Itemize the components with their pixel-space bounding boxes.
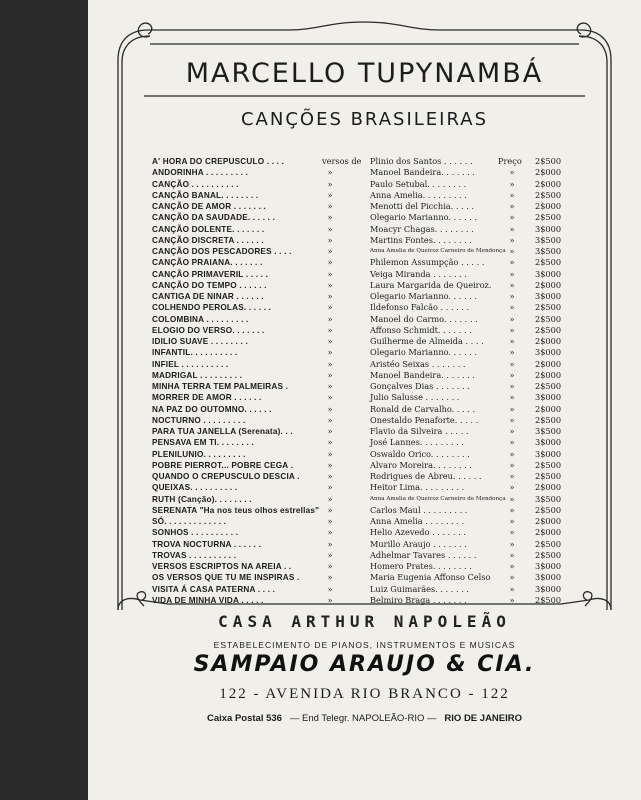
ditto-mark: »	[327, 336, 333, 346]
song-price: 2$500	[535, 302, 562, 313]
ditto-mark: »	[327, 448, 333, 459]
ditto-mark: »	[509, 459, 515, 470]
song-author: Oswaldo Orico. . . . . . . .	[370, 448, 470, 459]
song-price: 2$000	[535, 358, 562, 369]
ditto-mark: »	[327, 223, 333, 234]
ditto-mark: »	[509, 223, 515, 234]
song-price: 3$000	[535, 583, 562, 594]
ditto-mark: »	[509, 392, 515, 403]
song-row	[152, 527, 572, 538]
song-title: CANÇÃO DISCRETA . . . . . .	[152, 235, 264, 245]
ditto-mark: »	[327, 291, 333, 301]
song-author: Adhelmar Tavares . . . . . .	[370, 549, 477, 560]
ditto-mark: »	[327, 313, 333, 324]
ditto-mark: »	[509, 212, 515, 223]
ditto-mark: »	[327, 471, 333, 481]
ditto-mark: »	[327, 583, 333, 594]
ditto-mark: »	[509, 189, 515, 200]
telegraph-address: — End Telegr. NAPOLEÃO-RIO —	[289, 713, 437, 724]
song-price: 3$500	[535, 426, 562, 436]
song-price: 2$500	[535, 594, 562, 605]
song-author: Plinio dos Santos . . . . . .	[370, 156, 473, 166]
versos-label: versos de	[322, 156, 362, 166]
ditto-mark: »	[327, 358, 333, 369]
song-list	[152, 156, 572, 606]
publisher-name: CASA ARTHUR NAPOLEÃO	[218, 612, 511, 631]
ditto-mark: »	[327, 189, 333, 200]
ditto-mark: »	[509, 482, 515, 493]
ditto-mark: »	[327, 504, 333, 515]
ditto-mark: »	[327, 538, 333, 549]
song-row	[152, 437, 572, 448]
song-title: MINHA TERRA TEM PALMEIRAS .	[152, 382, 289, 391]
song-title: ELOGIO DO VERSO. . . . . . .	[152, 325, 265, 335]
song-author: Olegario Marianno. . . . . .	[370, 291, 478, 301]
song-price: 3$500	[535, 493, 562, 504]
song-author: Flavio da Silveira . . . . .	[370, 426, 469, 436]
ditto-mark: »	[509, 201, 515, 211]
song-row	[152, 415, 572, 426]
song-row	[152, 482, 572, 493]
ditto-mark: »	[509, 257, 515, 268]
song-title: SÓ. . . . . . . . . . . . .	[152, 517, 227, 526]
ditto-mark: »	[509, 538, 515, 549]
song-row	[152, 246, 572, 257]
ditto-mark: »	[509, 279, 515, 290]
ditto-mark: »	[509, 493, 515, 504]
song-price: 2$000	[535, 369, 562, 380]
song-row	[152, 426, 572, 437]
song-price: 3$000	[535, 448, 562, 459]
song-row	[152, 179, 572, 190]
song-row	[152, 539, 572, 550]
song-row	[152, 291, 572, 302]
ditto-mark: »	[327, 549, 333, 560]
song-row	[152, 336, 572, 347]
ditto-mark: »	[509, 246, 515, 256]
publisher-description: ESTABELECIMENTO DE PIANOS, INSTRUMENTOS E MUSICAS	[213, 640, 516, 650]
song-price: 3$500	[535, 234, 562, 245]
ditto-mark: »	[327, 561, 333, 571]
song-row	[152, 392, 572, 403]
song-title: NOCTURNO . . . . . . . . .	[152, 415, 246, 425]
song-price: 2$500	[535, 504, 562, 515]
song-author: Olegario Marianno. . . . . .	[370, 347, 478, 358]
ditto-mark: »	[327, 437, 333, 448]
ditto-mark: »	[509, 426, 515, 436]
ditto-mark: »	[509, 561, 515, 571]
song-title: IDILIO SUAVE . . . . . . . .	[152, 337, 248, 346]
song-price: 3$000	[535, 392, 562, 403]
ditto-mark: »	[509, 336, 515, 346]
ditto-mark: »	[327, 246, 333, 256]
song-title: PARA TUA JANELLA (Serenata). . .	[152, 427, 293, 436]
ditto-mark: »	[327, 516, 333, 526]
song-author: Moacyr Chagas. . . . . . . .	[370, 223, 474, 234]
song-title: CANÇÃO BANAL. . . . . . . .	[152, 190, 259, 200]
song-row	[152, 314, 572, 325]
song-title: MORRER DE AMOR . . . . . .	[152, 393, 262, 403]
ditto-mark: »	[327, 279, 333, 290]
song-author: Ronald de Carvalho. . . . .	[370, 403, 476, 414]
song-price: 2$500	[535, 471, 562, 481]
ditto-mark: »	[509, 381, 515, 391]
song-title: SONHOS . . . . . . . . . .	[152, 528, 239, 538]
ditto-mark: »	[327, 459, 333, 470]
song-price: 2$000	[535, 336, 562, 346]
ditto-mark: »	[327, 392, 333, 403]
song-price: 3$000	[535, 291, 562, 301]
song-row	[152, 505, 572, 516]
song-title: CANTIGA DE NINAR . . . . . .	[152, 292, 264, 301]
song-title: POBRE PIERROT... POBRE CEGA .	[152, 460, 294, 470]
song-row	[152, 167, 572, 178]
song-row	[152, 460, 572, 471]
song-title: VERSOS ESCRIPTOS NA AREIA . .	[152, 562, 292, 571]
ditto-mark: »	[327, 527, 333, 538]
song-title: CANÇÃO DE AMOR . . . . . . .	[152, 202, 267, 211]
song-row	[152, 156, 572, 167]
song-title: VISITA Á CASA PATERNA . . . .	[152, 584, 276, 594]
song-price: 3$000	[535, 347, 562, 358]
song-row	[152, 224, 572, 235]
song-title: CANÇÃO PRAIANA. . . . . . .	[152, 258, 263, 268]
song-author: Aristéo Seixas . . . . . . .	[370, 358, 466, 369]
song-price: 2$000	[535, 527, 562, 538]
song-title: SERENATA "Ha nos teus olhos estrellas"	[152, 505, 320, 515]
ditto-mark: »	[509, 369, 515, 380]
contact-line	[88, 713, 641, 724]
song-title: NA PAZ DO OUTOMNO. . . . . .	[152, 404, 272, 414]
song-row	[152, 584, 572, 595]
song-price: 2$000	[535, 403, 562, 414]
song-price: 2$000	[535, 167, 562, 178]
song-title: CANÇÃO DA SAUDADE. . . . . .	[152, 213, 276, 223]
ditto-mark: »	[509, 594, 515, 605]
song-author: Veiga Miranda . . . . . . .	[370, 268, 467, 279]
ditto-mark: »	[509, 302, 515, 313]
song-row	[152, 494, 572, 505]
song-author: Helio Azevedo . . . . . . .	[370, 527, 466, 538]
ditto-mark: »	[509, 313, 515, 324]
song-row	[152, 347, 572, 358]
song-title: A' HORA DO CREPUSCULO . . . .	[152, 157, 285, 166]
ditto-mark: »	[327, 482, 333, 493]
song-title: ANDORINHA . . . . . . . . .	[152, 168, 249, 178]
song-title: QUEIXAS. . . . . . . . . .	[152, 483, 238, 493]
ditto-mark: »	[509, 347, 515, 358]
song-title: COLHENDO PEROLAS. . . . . .	[152, 303, 272, 313]
song-author: Carlos Maul . . . . . . . . .	[370, 504, 468, 515]
song-price: 2$000	[535, 516, 562, 526]
ditto-mark: »	[327, 347, 333, 358]
song-author: Maria Eugenia Affonso Celso	[370, 572, 491, 583]
song-title: CANÇÃO DOLENTE. . . . . . .	[152, 224, 265, 234]
song-price: 2$000	[535, 201, 562, 211]
song-author: Martins Fontes. . . . . . . .	[370, 234, 472, 245]
song-row	[152, 190, 572, 201]
song-author: Philemon Assumpção . . . . .	[370, 257, 485, 268]
ditto-mark: »	[509, 572, 515, 583]
ditto-mark: »	[327, 426, 333, 436]
song-row	[152, 257, 572, 268]
song-price: 3$000	[535, 572, 562, 583]
song-price: 3$000	[535, 561, 562, 571]
song-price: 2$500	[535, 189, 562, 200]
preco-label: Preço	[498, 156, 522, 166]
song-row	[152, 572, 572, 583]
ditto-mark: »	[327, 324, 333, 335]
ditto-mark: »	[509, 234, 515, 245]
ditto-mark: »	[327, 234, 333, 245]
ditto-mark: »	[509, 358, 515, 369]
song-title: VIDA DE MINHA VIDA . . . . .	[152, 595, 264, 605]
ditto-mark: »	[327, 369, 333, 380]
song-row	[152, 269, 572, 280]
song-price: 2$500	[535, 549, 562, 560]
ditto-mark: »	[509, 178, 515, 189]
song-price: 3$000	[535, 268, 562, 279]
firm-name: SAMPAIO ARAUJO & CIA.	[193, 652, 536, 677]
song-title: OS VERSOS QUE TU ME INSPIRAS .	[152, 573, 300, 583]
song-author: Anna Amelia. . . . . . . . .	[370, 189, 467, 200]
song-price: 2$000	[535, 482, 562, 493]
song-author: Anna Amelia . . . . . . . .	[370, 516, 465, 526]
song-author: Affonso Schmidt. . . . . . .	[370, 324, 472, 335]
song-row	[152, 359, 572, 370]
song-price: 3$500	[535, 246, 562, 256]
song-author: Rodrigues de Abreu. . . . . .	[370, 471, 482, 481]
song-row	[152, 302, 572, 313]
song-title: INFIEL . . . . . . . . . .	[152, 359, 229, 369]
song-author: Gonçalves Dias . . . . . . .	[370, 381, 470, 391]
song-author: Manoel Bandeira. . . . . . .	[370, 167, 476, 178]
song-title: MADRIGAL . . . . . . . . .	[152, 370, 243, 380]
ditto-mark: »	[509, 549, 515, 560]
ditto-mark: »	[327, 212, 333, 223]
ditto-mark: »	[509, 167, 515, 178]
ditto-mark: »	[327, 594, 333, 605]
song-author: Manoel do Carmo. . . . . . .	[370, 313, 478, 324]
song-title: PLENILUNIO. . . . . . . . .	[152, 449, 246, 459]
ditto-mark: »	[327, 167, 333, 178]
ditto-mark: »	[509, 516, 515, 526]
song-author: Laura Margarida de Queiroz.	[370, 279, 492, 290]
song-price: 2$500	[535, 414, 562, 425]
ditto-mark: »	[509, 414, 515, 425]
song-price: 2$500	[535, 257, 562, 268]
ditto-mark: »	[509, 291, 515, 301]
song-author: Onestaldo Penaforte. . . . .	[370, 414, 479, 425]
song-title: COLOMBINA . . . . . . . . .	[152, 314, 249, 324]
ditto-mark: »	[327, 201, 333, 211]
song-title: CANÇÃO DOS PESCADORES . . . .	[152, 247, 292, 256]
song-title: CANÇÃO . . . . . . . . . .	[152, 179, 239, 189]
song-row	[152, 595, 572, 606]
song-price: 2$500	[535, 381, 562, 391]
ditto-mark: »	[509, 403, 515, 414]
song-row	[152, 404, 572, 415]
collection-title: CANÇÕES BRASILEIRAS	[240, 109, 488, 130]
song-author: Julio Salusse . . . . . . .	[370, 392, 460, 403]
song-author: Luiz Guimarães. . . . . . .	[370, 583, 469, 594]
song-price: 2$500	[535, 212, 562, 223]
song-author: Olegario Marianno. . . . . .	[370, 212, 478, 223]
song-row	[152, 550, 572, 561]
ditto-mark: »	[509, 437, 515, 448]
ditto-mark: »	[509, 471, 515, 481]
song-author: Homero Prates. . . . . . . .	[370, 561, 472, 571]
postal-box: Caixa Postal 536	[206, 713, 282, 724]
ditto-mark: »	[327, 493, 333, 504]
song-row	[152, 370, 572, 381]
ditto-mark: »	[509, 527, 515, 538]
song-row	[152, 561, 572, 572]
song-price: 3$000	[535, 437, 562, 448]
song-price: 2$500	[535, 324, 562, 335]
ditto-mark: »	[509, 583, 515, 594]
city: RIO DE JANEIRO	[444, 713, 523, 724]
song-price: 2$500	[535, 538, 562, 549]
song-author: Menotti del Picchia. . . . .	[370, 201, 475, 211]
song-price: 3$000	[535, 223, 562, 234]
song-title: TROVA NOCTURNA . . . . . .	[152, 539, 262, 549]
publisher-address: 122 - AVENIDA RIO BRANCO - 122	[219, 686, 510, 702]
song-price: 2$000	[535, 178, 562, 189]
song-author: José Lannes. . . . . . . . .	[370, 437, 465, 448]
song-price: 2$500	[535, 459, 562, 470]
song-author: Belmiro Braga . . . . . . .	[370, 594, 467, 605]
song-author: Heitor Lima. . . . . . . . .	[370, 482, 465, 493]
song-row	[152, 381, 572, 392]
ditto-mark: »	[509, 504, 515, 515]
song-author: Anna Amelia de Queiroz Carneiro de Mendonça	[370, 495, 506, 502]
song-title: RUTH (Canção). . . . . . . .	[152, 494, 252, 504]
song-row	[152, 280, 572, 291]
ditto-mark: »	[327, 257, 333, 268]
song-title: QUANDO O CREPUSCULO DESCIA .	[152, 472, 300, 481]
song-author: Murillo Araujo . . . . . . .	[370, 538, 467, 549]
song-row	[152, 235, 572, 246]
ditto-mark: »	[327, 268, 333, 279]
ditto-mark: »	[327, 572, 333, 583]
song-price: 2$500	[535, 313, 562, 324]
ditto-mark: »	[327, 178, 333, 189]
ditto-mark: »	[327, 302, 333, 313]
song-row	[152, 449, 572, 460]
composer-title: MARCELLO TUPYNAMBÁ	[185, 58, 544, 89]
song-author: Anna Amelia de Queiroz Carneiro de Mendonça	[370, 248, 506, 254]
ditto-mark: »	[509, 268, 515, 279]
ditto-mark: »	[327, 403, 333, 414]
song-price: 2$000	[535, 279, 562, 290]
song-row	[152, 201, 572, 212]
song-author: Ildefonso Falcão . . . . . .	[370, 302, 470, 313]
song-author: Guilherme de Almeida . . . .	[370, 336, 484, 346]
ditto-mark: »	[327, 414, 333, 425]
song-row	[152, 325, 572, 336]
sheet-music-cover	[88, 0, 641, 800]
song-title: CANÇÃO DO TEMPO . . . . . .	[152, 280, 267, 290]
ditto-mark: »	[509, 448, 515, 459]
song-title: CANÇÃO PRIMAVERIL . . . . .	[152, 269, 269, 279]
ditto-mark: »	[509, 324, 515, 335]
song-row	[152, 212, 572, 223]
song-title: TROVAS . . . . . . . . . .	[152, 550, 237, 560]
song-title: INFANTIL. . . . . . . . . .	[152, 348, 238, 358]
song-title: PENSAVA EM TI. . . . . . . .	[152, 438, 254, 448]
ditto-mark: »	[327, 381, 333, 391]
song-row	[152, 516, 572, 527]
song-author: Paulo Setubal. . . . . . . .	[370, 178, 467, 189]
song-author: Alvaro Moreira. . . . . . . .	[370, 459, 473, 470]
song-author: Manoel Bandeira. . . . . . .	[370, 369, 476, 380]
song-row	[152, 471, 572, 482]
song-price: 2$500	[535, 156, 562, 166]
